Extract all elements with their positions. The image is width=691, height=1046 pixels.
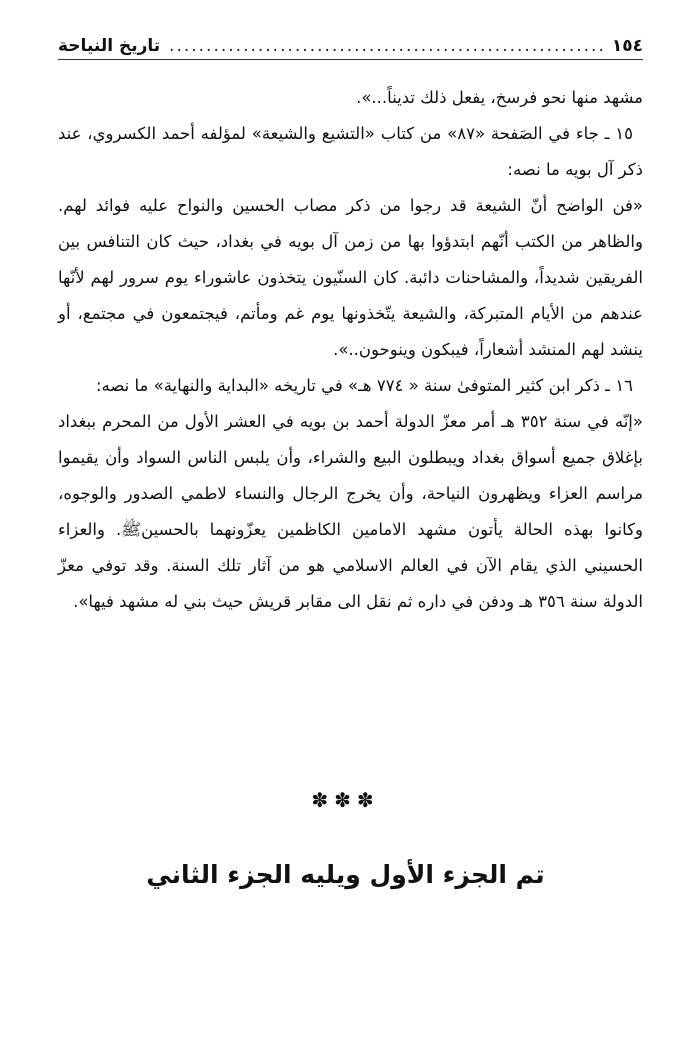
paragraph-2: ١٥ ـ جاء في الصَفحة «٨٧» من كتاب «التشيع والشيعة» لمؤلفه أحمد الكسروي، عند ذكر آل بويه ما نصه: <box>58 124 643 179</box>
main-text <box>58 80 643 620</box>
paragraph-1: مشهد منها نحو فرسخ، يفعل ذلك تديناً...». <box>356 88 643 107</box>
paragraph-5: «إنّه في سنة ٣٥٢ هـ أمر معزّ الدولة أحمد بن بويه في العشر الأول من المحرم ببغداد بإغلاق جميع أسواق بغداد ويبطلون البيع والشراء، وأن يلبس الناس السواد وأن يقيموا مراسم العزاء ويظهرون النياحة، وأن يخرج الرجال والنساء لاطمي الصدور والوجوه، وكانوا بهذه الحالة يأتون مشهد الامامين الكاظمين يعزّونهما بالحسينﷺ. والعزاء الحسيني الذي يقام الآن في العالم الاسلامي هو من آثار تلك السنة. وقد توفي معزّ الدولة سنة ٣٥٦ هـ ودفن في داره ثم نقل الى مقابر قريش حيث بني له مشهد فيها». <box>58 412 643 611</box>
paragraph-4: ١٦ ـ ذكر ابن كثير المتوفىٰ سنة « ٧٧٤ هـ» في تاريخه «البداية والنهاية» ما نصه: <box>95 376 633 395</box>
running-header <box>58 32 643 60</box>
header-title: تاريخ النياحة <box>58 36 161 56</box>
page-number: ١٥٤ <box>611 36 643 56</box>
section-separator: ✽✽✽ <box>311 788 380 812</box>
header-leader-dots <box>166 36 606 56</box>
closing-line: تم الجزء الأول ويليه الجزء الثاني <box>146 860 545 889</box>
paragraph-3: «فن الواضح أنّ الشيعة قد رجوا من ذكر مصاب الحسين والنواح عليه فوائد لهم. والظاهر من الكتب أنّهم ابتدؤوا بها من زمن آل بويه في بغداد، حيث كان التنافس بين الفريقين شديداً، والمشاحنات دائبة. كان السنّيون يتخذون عاشوراء يوم سرور لهم لأنّها عندهم من الأيام المتبركة، والشيعة يتّخذونها يوم غم ومأتم، فيجتمعون في مجتمع، أو ينشد لهم المنشد أشعاراً، فيبكون وينوحون..». <box>58 196 643 359</box>
